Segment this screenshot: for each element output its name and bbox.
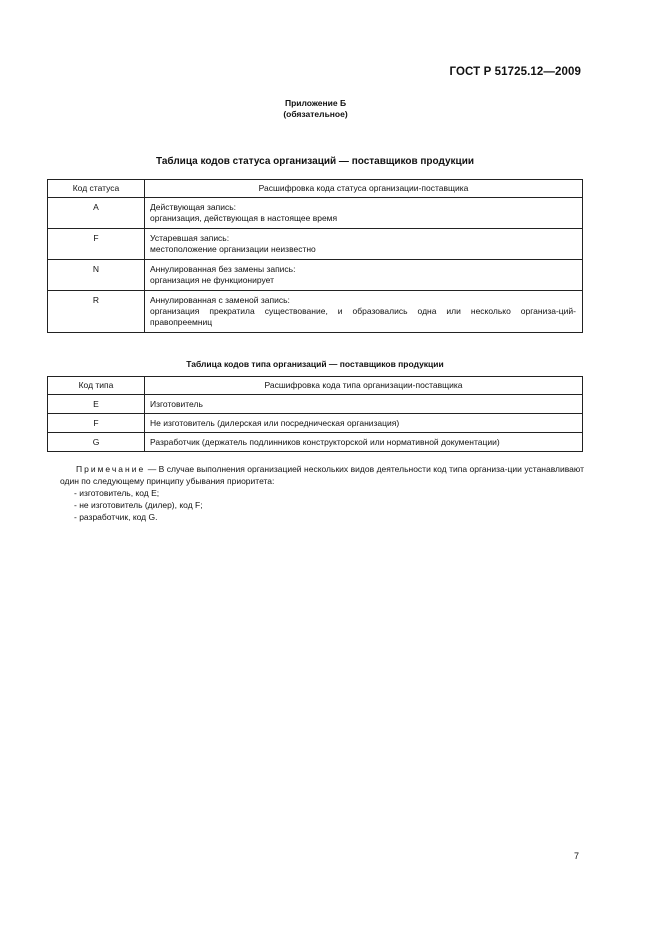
- type-table-title: Таблица кодов типа организаций — поставщиков продукции: [186, 359, 444, 369]
- note-list-item: - изготовитель, код E;: [74, 488, 160, 498]
- description-line: Аннулированная без замены запись:: [150, 264, 296, 274]
- table-row: [48, 433, 583, 452]
- table-header-row: [48, 180, 583, 198]
- type-description-cell: Не изготовитель (дилерская или посредническая организация): [145, 414, 583, 433]
- status-description-cell: [145, 291, 583, 333]
- description-line: организация, действующая в настоящее время: [150, 213, 338, 223]
- note-list-item: - не изготовитель (дилер), код F;: [74, 500, 203, 510]
- table-row: [48, 414, 583, 433]
- column-header: Расшифровка кода статуса организации-поставщика: [145, 180, 583, 198]
- appendix-subtitle: (обязательное): [283, 109, 348, 119]
- type-description-cell: Разработчик (держатель подлинников конструкторской или нормативной документации): [145, 433, 583, 452]
- status-codes-table: [47, 179, 583, 333]
- type-description-cell: Изготовитель: [145, 395, 583, 414]
- description-line: Действующая запись:: [150, 202, 237, 212]
- description-line: Аннулированная с заменой запись:: [150, 295, 290, 305]
- description-line: местоположение организации неизвестно: [150, 244, 316, 254]
- column-header: Код типа: [48, 377, 145, 395]
- table-row: [48, 198, 583, 229]
- type-code-cell: F: [48, 414, 145, 433]
- status-code-cell: R: [48, 291, 145, 333]
- status-code-cell: N: [48, 260, 145, 291]
- column-header: Код статуса: [48, 180, 145, 198]
- status-description-cell: [145, 260, 583, 291]
- type-codes-table: [47, 376, 583, 452]
- page-number: 7: [574, 851, 580, 861]
- table-row: [48, 260, 583, 291]
- description-line: организация не функционирует: [150, 275, 274, 285]
- appendix-heading: [0, 98, 631, 120]
- type-code-cell: G: [48, 433, 145, 452]
- description-line: Устаревшая запись:: [150, 233, 230, 243]
- status-table-title: Таблица кодов статуса организаций — поставщиков продукции: [155, 156, 474, 167]
- table-row: [48, 229, 583, 260]
- document-code: ГОСТ Р 51725.12—2009: [449, 66, 581, 78]
- table-row: [48, 291, 583, 333]
- table-header-row: [48, 377, 583, 395]
- note-paragraph: [60, 463, 584, 487]
- note-text: — В случае выполнения организацией нескольких видов деятельности код типа организа-ции устанавливают один по следующему принципу убывания приоритета:: [60, 464, 584, 486]
- status-description-cell: [145, 229, 583, 260]
- status-code-cell: F: [48, 229, 145, 260]
- note-label: Примечание: [76, 464, 146, 474]
- description-line: организация прекратила существование, и образовались одна или несколько организа-ций-правопреемниц: [150, 306, 576, 327]
- note-list-item: - разработчик, код G.: [74, 512, 158, 522]
- status-description-cell: [145, 198, 583, 229]
- table-row: [48, 395, 583, 414]
- appendix-title: Приложение Б: [284, 98, 347, 108]
- status-code-cell: A: [48, 198, 145, 229]
- type-code-cell: E: [48, 395, 145, 414]
- column-header: Расшифровка кода типа организации-поставщика: [145, 377, 583, 395]
- note-block: [58, 463, 584, 523]
